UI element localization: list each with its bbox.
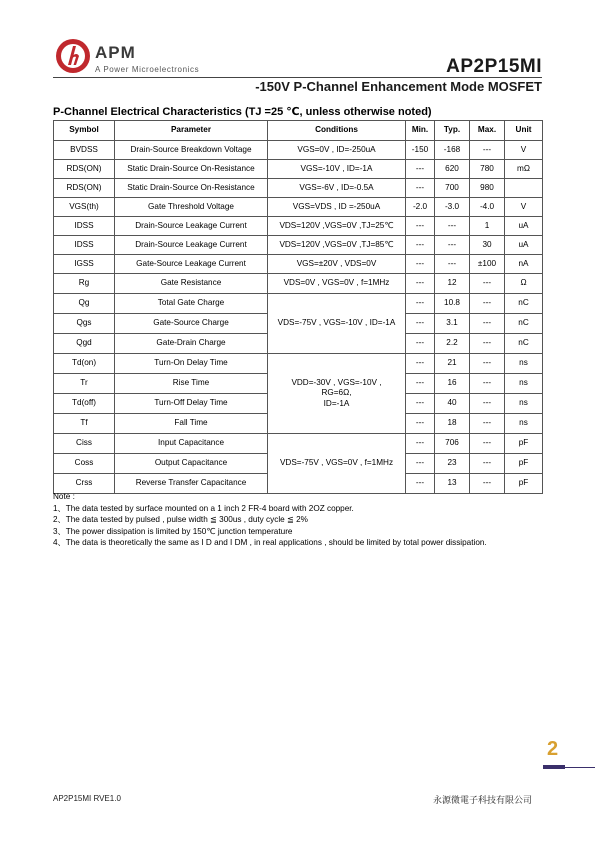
max-cell: ±100 — [470, 255, 505, 274]
symbol-cell: Td(on) — [54, 354, 115, 374]
typ-cell: 23 — [435, 454, 470, 474]
page-marker-bar — [543, 765, 565, 769]
min-cell: --- — [406, 354, 435, 374]
min-cell: -2.0 — [406, 198, 435, 217]
symbol-cell: Crss — [54, 474, 115, 494]
unit-cell: uA — [505, 217, 543, 236]
max-cell: --- — [470, 454, 505, 474]
table-row — [54, 141, 543, 160]
page-marker-line — [565, 767, 595, 768]
symbol-cell: Qgd — [54, 334, 115, 354]
parameter-cell: Input Capacitance — [115, 434, 268, 454]
max-cell: 980 — [470, 179, 505, 198]
parameter-cell: Output Capacitance — [115, 454, 268, 474]
table-row — [54, 198, 543, 217]
switching-condition-line: RG=6Ω, — [321, 388, 352, 398]
part-number: AP2P15MI — [446, 56, 542, 77]
max-cell: --- — [470, 274, 505, 294]
symbol-cell: Qg — [54, 294, 115, 314]
max-cell: --- — [470, 414, 505, 434]
unit-cell: Ω — [505, 274, 543, 294]
typ-cell: 3.1 — [435, 314, 470, 334]
symbol-cell: IGSS — [54, 255, 115, 274]
parameter-cell: Gate-Source Charge — [115, 314, 268, 334]
electrical-characteristics-table — [53, 120, 543, 494]
typ-cell: --- — [435, 217, 470, 236]
typ-cell: 21 — [435, 354, 470, 374]
conditions-cell: VGS=-10V , ID=-1A — [268, 160, 406, 179]
conditions-cell: VDS=-75V , VGS=-10V , ID=-1A — [268, 294, 406, 354]
min-cell: --- — [406, 217, 435, 236]
max-cell: --- — [470, 374, 505, 394]
column-header: Symbol — [54, 121, 115, 141]
min-cell: --- — [406, 236, 435, 255]
symbol-cell: Qgs — [54, 314, 115, 334]
parameter-cell: Gate-Source Leakage Current — [115, 255, 268, 274]
symbol-cell: Tf — [54, 414, 115, 434]
parameter-cell: Drain-Source Leakage Current — [115, 217, 268, 236]
typ-cell: 706 — [435, 434, 470, 454]
parameter-cell: Rise Time — [115, 374, 268, 394]
column-header: Min. — [406, 121, 435, 141]
min-cell: --- — [406, 314, 435, 334]
unit-cell: nC — [505, 294, 543, 314]
logo-name: APM — [95, 43, 136, 62]
unit-cell: ns — [505, 354, 543, 374]
max-cell: -4.0 — [470, 198, 505, 217]
max-cell: --- — [470, 434, 505, 454]
symbol-cell: IDSS — [54, 236, 115, 255]
unit-cell: nA — [505, 255, 543, 274]
max-cell: --- — [470, 314, 505, 334]
parameter-cell: Drain-Source Leakage Current — [115, 236, 268, 255]
parameter-cell: Turn-On Delay Time — [115, 354, 268, 374]
symbol-cell: RDS(ON) — [54, 160, 115, 179]
max-cell: 1 — [470, 217, 505, 236]
min-cell: --- — [406, 334, 435, 354]
logo-tagline: A Power Microelectronics — [95, 65, 200, 74]
typ-cell: --- — [435, 255, 470, 274]
conditions-cell — [268, 354, 406, 434]
table-header-row — [54, 121, 543, 141]
header-divider — [53, 77, 542, 78]
table-row — [54, 354, 543, 374]
typ-cell: 10.8 — [435, 294, 470, 314]
parameter-cell: Turn-Off Delay Time — [115, 394, 268, 414]
column-header: Conditions — [268, 121, 406, 141]
unit-cell: pF — [505, 474, 543, 494]
parameter-cell: Gate Resistance — [115, 274, 268, 294]
typ-cell: 700 — [435, 179, 470, 198]
conditions-cell: VDS=120V ,VGS=0V ,TJ=25℃ — [268, 217, 406, 236]
typ-cell: 13 — [435, 474, 470, 494]
min-cell: --- — [406, 414, 435, 434]
typ-cell: 620 — [435, 160, 470, 179]
note-item: 2、The data tested by pulsed , pulse width ≦ 300us , duty cycle ≦ 2% — [53, 515, 308, 524]
apm-logo-icon — [55, 38, 91, 74]
note-item: 4、The data is theoretically the same as I D and I DM , in real applications , should be limited by total power dissipation. — [53, 538, 487, 547]
max-cell: --- — [470, 294, 505, 314]
parameter-cell: Static Drain-Source On-Resistance — [115, 179, 268, 198]
conditions-cell: VDS=-75V , VGS=0V , f=1MHz — [268, 434, 406, 494]
table-row — [54, 294, 543, 314]
notes-label: Note : — [53, 492, 75, 501]
max-cell: 780 — [470, 160, 505, 179]
unit-cell: V — [505, 141, 543, 160]
symbol-cell: Tr — [54, 374, 115, 394]
unit-cell: pF — [505, 454, 543, 474]
typ-cell: 18 — [435, 414, 470, 434]
company-logo — [55, 38, 255, 78]
symbol-cell: Rg — [54, 274, 115, 294]
table-row — [54, 434, 543, 454]
switching-condition-line: ID=-1A — [323, 398, 350, 408]
typ-cell: -168 — [435, 141, 470, 160]
conditions-cell: VDS=120V ,VGS=0V ,TJ=85℃ — [268, 236, 406, 255]
unit-cell: ns — [505, 374, 543, 394]
parameter-cell: Fall Time — [115, 414, 268, 434]
typ-cell: 12 — [435, 274, 470, 294]
document-code: AP2P15MI RVE1.0 — [53, 794, 121, 803]
column-header: Max. — [470, 121, 505, 141]
table-row — [54, 255, 543, 274]
min-cell: --- — [406, 160, 435, 179]
unit-cell: ns — [505, 414, 543, 434]
column-header: Parameter — [115, 121, 268, 141]
min-cell: --- — [406, 274, 435, 294]
max-cell: --- — [470, 354, 505, 374]
min-cell: --- — [406, 474, 435, 494]
switching-condition-line: VDD=-30V , VGS=-10V , — [291, 378, 382, 388]
unit-cell: ns — [505, 394, 543, 414]
unit-cell: mΩ — [505, 160, 543, 179]
min-cell: --- — [406, 374, 435, 394]
max-cell: --- — [470, 141, 505, 160]
parameter-cell: Reverse Transfer Capacitance — [115, 474, 268, 494]
min-cell: --- — [406, 394, 435, 414]
typ-cell: 40 — [435, 394, 470, 414]
conditions-cell: VDS=0V , VGS=0V , f=1MHz — [268, 274, 406, 294]
min-cell: --- — [406, 255, 435, 274]
max-cell: --- — [470, 334, 505, 354]
min-cell: -150 — [406, 141, 435, 160]
company-name: 永源微電子科技有限公司 — [432, 796, 532, 806]
conditions-cell: VGS=0V , ID=-250uA — [268, 141, 406, 160]
unit-cell: nC — [505, 334, 543, 354]
unit-cell: pF — [505, 434, 543, 454]
section-title: P-Channel Electrical Characteristics (TJ =25 ℃, unless otherwise noted) — [53, 106, 432, 118]
table-row — [54, 236, 543, 255]
min-cell: --- — [406, 294, 435, 314]
symbol-cell: RDS(ON) — [54, 179, 115, 198]
conditions-cell: VGS=±20V , VDS=0V — [268, 255, 406, 274]
table-row — [54, 217, 543, 236]
min-cell: --- — [406, 179, 435, 198]
column-header: Unit — [505, 121, 543, 141]
symbol-cell: IDSS — [54, 217, 115, 236]
note-item: 3、The power dissipation is limited by 150℃ junction temperature — [53, 526, 293, 536]
page-number: 2 — [547, 738, 559, 760]
symbol-cell: BVDSS — [54, 141, 115, 160]
table-row — [54, 160, 543, 179]
symbol-cell: VGS(th) — [54, 198, 115, 217]
max-cell: --- — [470, 394, 505, 414]
max-cell: --- — [470, 474, 505, 494]
parameter-cell: Drain-Source Breakdown Voltage — [115, 141, 268, 160]
max-cell: 30 — [470, 236, 505, 255]
min-cell: --- — [406, 434, 435, 454]
symbol-cell: Coss — [54, 454, 115, 474]
conditions-cell: VGS=-6V , ID=-0.5A — [268, 179, 406, 198]
parameter-cell: Static Drain-Source On-Resistance — [115, 160, 268, 179]
parameter-cell: Gate-Drain Charge — [115, 334, 268, 354]
parameter-cell: Gate Threshold Voltage — [115, 198, 268, 217]
table-row — [54, 179, 543, 198]
column-header: Typ. — [435, 121, 470, 141]
document-subtitle: -150V P-Channel Enhancement Mode MOSFET — [255, 79, 542, 94]
unit-cell — [505, 179, 543, 198]
symbol-cell: Ciss — [54, 434, 115, 454]
unit-cell: uA — [505, 236, 543, 255]
conditions-cell: VGS=VDS , ID =-250uA — [268, 198, 406, 217]
unit-cell: nC — [505, 314, 543, 334]
typ-cell: -3.0 — [435, 198, 470, 217]
parameter-cell: Total Gate Charge — [115, 294, 268, 314]
typ-cell: 2.2 — [435, 334, 470, 354]
note-item: 1、The data tested by surface mounted on a 1 inch 2 FR-4 board with 2OZ copper. — [53, 503, 354, 513]
typ-cell: --- — [435, 236, 470, 255]
min-cell: --- — [406, 454, 435, 474]
notes-section — [53, 491, 487, 549]
table-row — [54, 274, 543, 294]
symbol-cell: Td(off) — [54, 394, 115, 414]
typ-cell: 16 — [435, 374, 470, 394]
unit-cell: V — [505, 198, 543, 217]
